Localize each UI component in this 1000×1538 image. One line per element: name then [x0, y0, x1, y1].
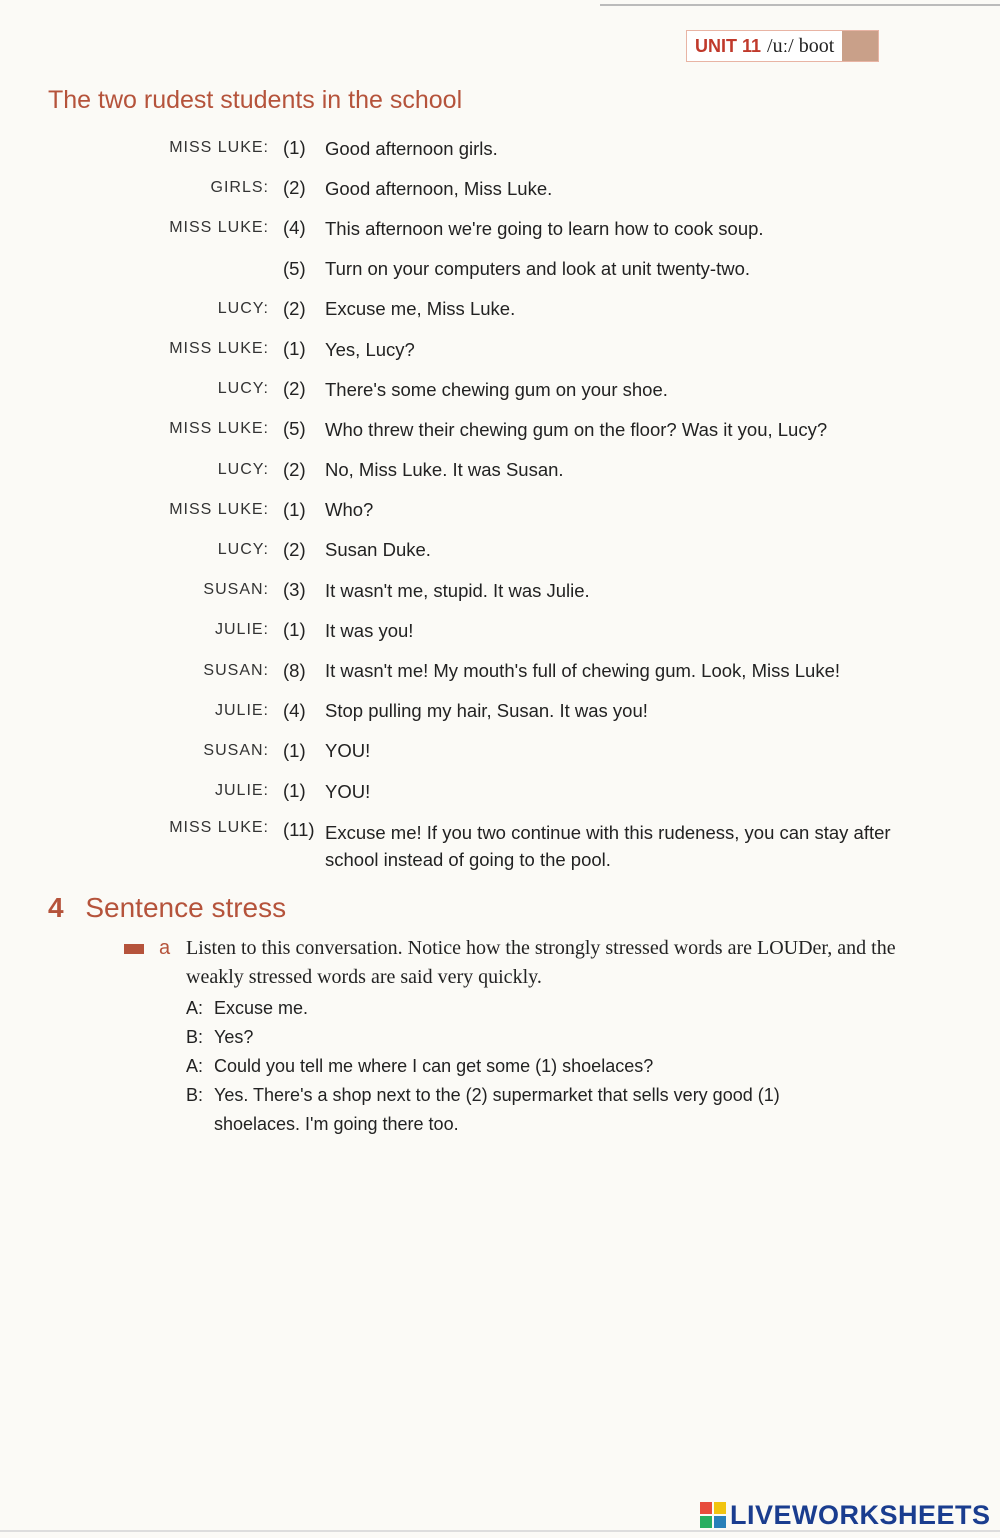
speaker-name: MISS LUKE: — [169, 340, 269, 358]
conversation-text: Yes? — [214, 1027, 254, 1047]
dialogue-text: YOU! — [325, 780, 371, 802]
dialogue-line — [0, 369, 1000, 409]
sentence-stress-heading — [48, 892, 286, 924]
speaker-name: SUSAN: — [203, 741, 269, 759]
dialogue-line — [0, 691, 1000, 731]
conversation-label: B: — [186, 1027, 204, 1047]
logo-icon — [700, 1502, 726, 1528]
section-title — [48, 86, 462, 115]
dialogue-line — [0, 650, 1000, 690]
dialogue-line — [0, 249, 1000, 289]
instruction-block — [124, 934, 924, 988]
conversation-text: Could you tell me where I can get some (1) shoelaces? — [214, 1056, 654, 1076]
dialogue-line — [0, 811, 1000, 873]
speaker-name: SUSAN: — [203, 581, 269, 599]
syllable-count: (2) — [283, 297, 306, 319]
syllable-count: (1) — [283, 780, 306, 802]
exercise-letter: a — [159, 937, 171, 959]
speaker-name: LUCY: — [217, 460, 269, 478]
speaker-name: MISS LUKE: — [169, 139, 269, 157]
exercise-number: 4 — [48, 892, 64, 923]
unit-number: UNIT 11 — [695, 35, 762, 56]
syllable-count: (3) — [283, 579, 306, 601]
dialogue-line — [0, 490, 1000, 530]
dialogue-line — [0, 771, 1000, 811]
conversation-label: A: — [186, 1056, 204, 1076]
dialogue-line — [0, 289, 1000, 329]
dialogue-line — [0, 168, 1000, 208]
dialogue-line — [0, 329, 1000, 369]
dialogue — [0, 128, 1000, 873]
dialogue-text: Good afternoon girls. — [325, 137, 498, 159]
conversation-label: B: — [186, 1085, 204, 1105]
conversation-text: Yes. There's a shop next to the (2) supermarket that sells very good (1) shoelaces. I'm going there too. — [214, 1085, 780, 1134]
dialogue-line — [0, 570, 1000, 610]
dialogue-text: Excuse me! If you two continue with this rudeness, you can stay after school instead of going to the pool. — [325, 822, 891, 871]
dialogue-text: Turn on your computers and look at unit twenty-two. — [325, 258, 751, 280]
speaker-name: LUCY: — [217, 299, 269, 317]
dialogue-line — [0, 731, 1000, 771]
speaker-name: JULIE: — [214, 701, 269, 719]
dialogue-text: Good afternoon, Miss Luke. — [325, 177, 553, 199]
dialogue-text: Who? — [325, 499, 374, 521]
dialogue-text: This afternoon we're going to learn how to cook soup. — [325, 217, 764, 239]
syllable-count: (2) — [283, 378, 306, 400]
speaker-name: LUCY: — [217, 540, 269, 558]
dialogue-text: It wasn't me, stupid. It was Julie. — [325, 579, 590, 601]
speaker-name: JULIE: — [214, 782, 269, 800]
syllable-count: (1) — [283, 338, 306, 360]
logo-text: LIVEWORKSHEETS — [730, 1499, 991, 1530]
exercise-title: Sentence stress — [85, 892, 287, 923]
syllable-count: (1) — [283, 739, 306, 761]
syllable-count: (1) — [283, 498, 306, 520]
syllable-count: (8) — [283, 659, 306, 681]
speaker-name: MISS LUKE: — [169, 219, 269, 237]
dialogue-line — [0, 409, 1000, 449]
conversation-line — [186, 1023, 886, 1052]
dialogue-text: It wasn't me! My mouth's full of chewing gum. Look, Miss Luke! — [325, 660, 840, 682]
speaker-name: JULIE: — [214, 621, 269, 639]
conversation — [186, 994, 886, 1139]
conversation-line — [186, 1081, 886, 1139]
speaker-name: MISS LUKE: — [169, 819, 269, 837]
section-title-text: The two rudest students in the school — [48, 86, 463, 114]
unit-badge — [686, 30, 879, 62]
liveworksheets-logo[interactable] — [700, 1500, 991, 1530]
syllable-count: (5) — [283, 257, 306, 279]
syllable-count: (4) — [283, 217, 306, 239]
syllable-count: (2) — [283, 458, 306, 480]
dialogue-line — [0, 128, 1000, 168]
conversation-line — [186, 1052, 886, 1081]
dialogue-text: There's some chewing gum on your shoe. — [325, 378, 668, 400]
conversation-line — [186, 994, 886, 1023]
dialogue-text: Stop pulling my hair, Susan. It was you! — [325, 700, 648, 722]
syllable-count: (1) — [283, 137, 306, 159]
instruction-text: Listen to this conversation. Notice how the strongly stressed words are LOUDer, and the weakly stressed words are said very quickly. — [186, 937, 896, 988]
dialogue-line — [0, 610, 1000, 650]
dialogue-line — [0, 450, 1000, 490]
speaker-name: MISS LUKE: — [169, 500, 269, 518]
syllable-count: (1) — [283, 619, 306, 641]
syllable-count: (2) — [283, 538, 306, 560]
dialogue-text: Susan Duke. — [325, 539, 431, 561]
speaker-name: GIRLS: — [210, 179, 269, 197]
syllable-count: (4) — [283, 699, 306, 721]
conversation-text: Excuse me. — [214, 998, 309, 1018]
dialogue-text: YOU! — [325, 740, 371, 762]
speaker-name: LUCY: — [217, 380, 269, 398]
dialogue-text: Excuse me, Miss Luke. — [325, 298, 516, 320]
syllable-count: (2) — [283, 177, 306, 199]
speaker-name: SUSAN: — [203, 661, 269, 679]
speaker-name: MISS LUKE: — [169, 420, 269, 438]
dialogue-text: No, Miss Luke. It was Susan. — [325, 459, 564, 481]
bottom-rule — [0, 1530, 1000, 1532]
dialogue-text: Who threw their chewing gum on the floor? Was it you, Lucy? — [325, 418, 828, 440]
dialogue-line — [0, 208, 1000, 248]
unit-sound: /uː/ boot — [767, 34, 835, 57]
conversation-label: A: — [186, 998, 204, 1018]
syllable-count: (11) — [283, 819, 315, 841]
unit-thumbnail — [842, 31, 878, 61]
dialogue-text: Yes, Lucy? — [325, 338, 415, 360]
dialogue-line — [0, 530, 1000, 570]
dialogue-text: It was you! — [325, 619, 414, 641]
audio-track-icon[interactable] — [124, 944, 144, 954]
syllable-count: (5) — [283, 418, 306, 440]
top-rule — [600, 4, 1000, 6]
